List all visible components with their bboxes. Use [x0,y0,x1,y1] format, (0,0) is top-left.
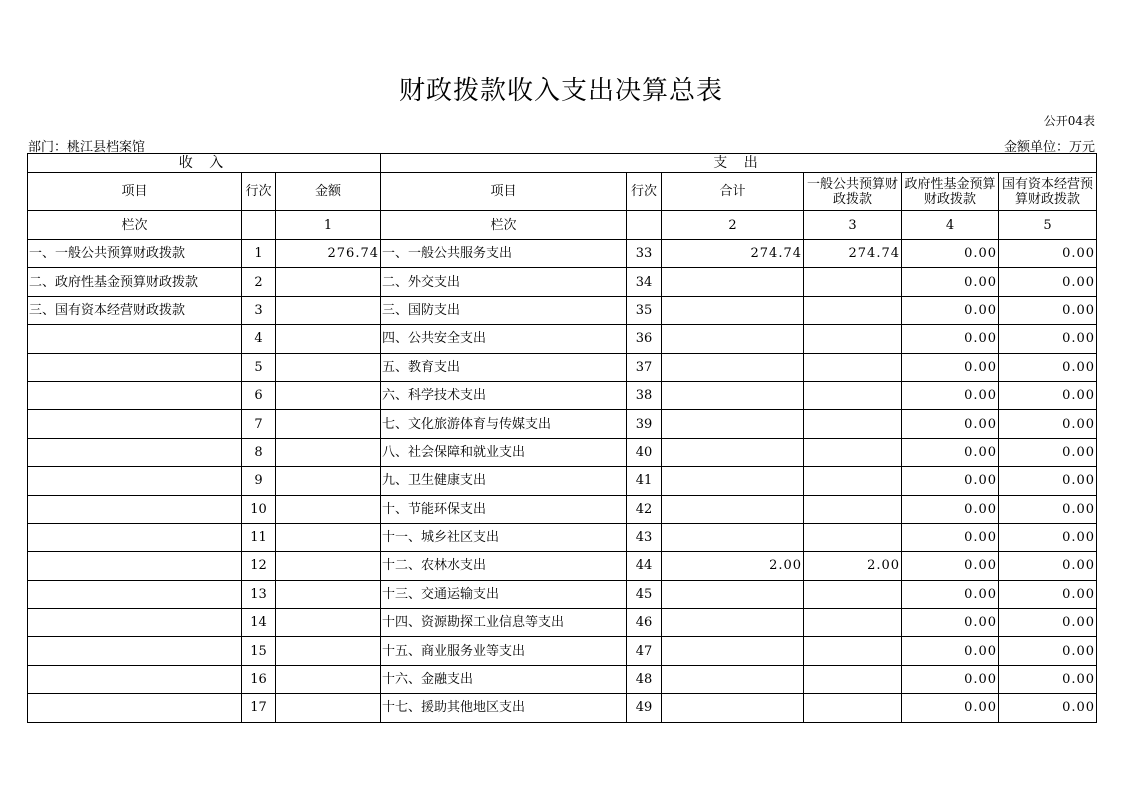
expense-line-cell: 37 [627,353,662,381]
income-column-label: 栏次 [28,211,242,240]
gov-fund-cell: 0.00 [902,467,999,495]
expense-line-cell: 38 [627,381,662,409]
column-number-2: 2 [662,211,804,240]
income-item-cell [28,353,242,381]
state-capital-cell: 0.00 [999,438,1097,466]
expense-line-cell: 36 [627,325,662,353]
gov-fund-cell: 0.00 [902,580,999,608]
income-amount-header: 金额 [276,173,381,211]
general-budget-cell [804,325,902,353]
expense-total-cell [662,353,804,381]
general-budget-cell [804,609,902,637]
state-capital-cell: 0.00 [999,637,1097,665]
expense-total-cell [662,325,804,353]
expense-item-cell: 六、科学技术支出 [381,381,627,409]
income-amount-cell [276,410,381,438]
income-amount-cell [276,353,381,381]
column-number-4: 4 [902,211,999,240]
income-amount-cell [276,694,381,722]
expense-item-cell: 三、国防支出 [381,296,627,324]
table-row [28,580,1097,608]
gov-fund-cell: 0.00 [902,268,999,296]
expense-line-cell: 40 [627,438,662,466]
income-line-header: 行次 [242,173,276,211]
expense-item-cell: 十四、资源勘探工业信息等支出 [381,609,627,637]
income-amount-cell [276,467,381,495]
state-capital-cell: 0.00 [999,268,1097,296]
table-row [28,240,1097,268]
state-capital-cell: 0.00 [999,353,1097,381]
expense-line-header: 行次 [627,173,662,211]
general-budget-cell [804,353,902,381]
income-line-cell: 7 [242,410,276,438]
income-item-cell [28,665,242,693]
income-amount-cell [276,580,381,608]
gov-fund-cell: 0.00 [902,381,999,409]
expense-line-cell: 47 [627,637,662,665]
expense-section-header: 支 出 [381,154,1097,173]
gov-fund-cell: 0.00 [902,552,999,580]
expense-item-cell: 十三、交通运输支出 [381,580,627,608]
income-line-cell: 6 [242,381,276,409]
income-item-cell [28,495,242,523]
income-line-cell: 17 [242,694,276,722]
general-budget-header: 一般公共预算财政拨款 [804,173,902,211]
state-capital-cell: 0.00 [999,467,1097,495]
income-line-cell: 5 [242,353,276,381]
income-line-cell: 16 [242,665,276,693]
expense-total-cell [662,410,804,438]
department-label: 部门：桃江县档案馆 [28,140,146,155]
income-line-cell: 2 [242,268,276,296]
income-amount-cell [276,268,381,296]
state-capital-cell: 0.00 [999,325,1097,353]
expense-item-cell: 八、社会保障和就业支出 [381,438,627,466]
expense-total-cell [662,438,804,466]
section-header-row [28,154,1097,173]
expense-item-cell: 一、一般公共服务支出 [381,240,627,268]
income-item-cell [28,467,242,495]
expense-line-cell: 35 [627,296,662,324]
income-item-cell [28,609,242,637]
income-line-cell: 12 [242,552,276,580]
general-budget-cell [804,296,902,324]
expense-line-cell: 45 [627,580,662,608]
expense-total-cell [662,381,804,409]
table-row [28,410,1097,438]
income-item-cell [28,580,242,608]
expense-line-cell: 44 [627,552,662,580]
expense-line-cell: 34 [627,268,662,296]
income-amount-cell [276,381,381,409]
income-item-cell [28,694,242,722]
income-amount-cell [276,609,381,637]
column-header-row [28,173,1097,211]
expense-total-cell [662,495,804,523]
table-row [28,296,1097,324]
general-budget-cell [804,438,902,466]
gov-fund-cell: 0.00 [902,410,999,438]
expense-item-cell: 十、节能环保支出 [381,495,627,523]
income-amount-cell [276,665,381,693]
income-item-cell [28,381,242,409]
expense-line-cell: 49 [627,694,662,722]
state-capital-header: 国有资本经营预算财政拨款 [999,173,1097,211]
expense-line-blank [627,211,662,240]
table-row [28,665,1097,693]
general-budget-cell [804,410,902,438]
expense-item-cell: 十七、援助其他地区支出 [381,694,627,722]
income-amount-cell [276,325,381,353]
expense-total-cell [662,268,804,296]
state-capital-cell: 0.00 [999,495,1097,523]
expense-item-cell: 十六、金融支出 [381,665,627,693]
general-budget-cell [804,467,902,495]
column-number-3: 3 [804,211,902,240]
gov-fund-cell: 0.00 [902,523,999,551]
table-row [28,381,1097,409]
general-budget-cell [804,665,902,693]
expense-item-cell: 五、教育支出 [381,353,627,381]
gov-fund-cell: 0.00 [902,325,999,353]
general-budget-cell [804,694,902,722]
general-budget-cell [804,580,902,608]
income-line-cell: 13 [242,580,276,608]
expense-item-cell: 二、外交支出 [381,268,627,296]
general-budget-cell [804,268,902,296]
expense-line-cell: 46 [627,609,662,637]
expense-item-cell: 七、文化旅游体育与传媒支出 [381,410,627,438]
income-item-cell [28,552,242,580]
gov-fund-cell: 0.00 [902,240,999,268]
gov-fund-cell: 0.00 [902,296,999,324]
income-item-cell: 一、一般公共预算财政拨款 [28,240,242,268]
budget-table [27,153,1097,723]
expense-total-cell [662,637,804,665]
expense-line-cell: 48 [627,665,662,693]
expense-line-cell: 39 [627,410,662,438]
page-title: 财政拨款收入支出决算总表 [398,76,723,106]
table-row [28,467,1097,495]
gov-fund-cell: 0.00 [902,665,999,693]
expense-total-cell [662,694,804,722]
income-amount-cell [276,438,381,466]
income-item-cell [28,325,242,353]
expense-item-cell: 十一、城乡社区支出 [381,523,627,551]
general-budget-cell [804,495,902,523]
income-line-cell: 10 [242,495,276,523]
expense-item-cell: 九、卫生健康支出 [381,467,627,495]
income-amount-cell [276,523,381,551]
expense-total-cell [662,467,804,495]
expense-total-header: 合计 [662,173,804,211]
income-amount-cell [276,495,381,523]
expense-item-header: 项目 [381,173,627,211]
expense-line-cell: 42 [627,495,662,523]
state-capital-cell: 0.00 [999,410,1097,438]
expense-line-cell: 33 [627,240,662,268]
income-line-cell: 8 [242,438,276,466]
income-item-cell [28,523,242,551]
income-amount-cell [276,552,381,580]
income-section-header: 收 入 [28,154,381,173]
expense-item-cell: 十二、农林水支出 [381,552,627,580]
expense-item-cell: 十五、商业服务业等支出 [381,637,627,665]
income-item-cell: 二、政府性基金预算财政拨款 [28,268,242,296]
table-row [28,325,1097,353]
income-line-blank [242,211,276,240]
state-capital-cell: 0.00 [999,665,1097,693]
expense-total-cell [662,609,804,637]
expense-total-cell [662,665,804,693]
expense-item-cell: 四、公共安全支出 [381,325,627,353]
column-number-5: 5 [999,211,1097,240]
state-capital-cell: 0.00 [999,240,1097,268]
expense-total-cell [662,580,804,608]
general-budget-cell [804,381,902,409]
expense-total-cell [662,523,804,551]
income-item-cell [28,438,242,466]
state-capital-cell: 0.00 [999,609,1097,637]
table-row [28,268,1097,296]
table-row [28,694,1097,722]
column-number-1: 1 [276,211,381,240]
income-line-cell: 15 [242,637,276,665]
gov-fund-header: 政府性基金预算财政拨款 [902,173,999,211]
expense-total-cell: 2.00 [662,552,804,580]
state-capital-cell: 0.00 [999,523,1097,551]
expense-line-cell: 43 [627,523,662,551]
table-row [28,552,1097,580]
table-row [28,523,1097,551]
general-budget-cell: 2.00 [804,552,902,580]
table-row [28,637,1097,665]
income-line-cell: 3 [242,296,276,324]
income-amount-cell [276,296,381,324]
gov-fund-cell: 0.00 [902,353,999,381]
general-budget-cell: 274.74 [804,240,902,268]
income-item-cell [28,637,242,665]
income-item-cell: 三、国有资本经营财政拨款 [28,296,242,324]
general-budget-cell [804,637,902,665]
table-row [28,495,1097,523]
expense-line-cell: 41 [627,467,662,495]
income-amount-cell [276,637,381,665]
income-line-cell: 4 [242,325,276,353]
gov-fund-cell: 0.00 [902,438,999,466]
state-capital-cell: 0.00 [999,580,1097,608]
income-line-cell: 9 [242,467,276,495]
state-capital-cell: 0.00 [999,694,1097,722]
gov-fund-cell: 0.00 [902,637,999,665]
income-amount-cell: 276.74 [276,240,381,268]
table-row [28,438,1097,466]
general-budget-cell [804,523,902,551]
state-capital-cell: 0.00 [999,381,1097,409]
table-row [28,609,1097,637]
income-item-cell [28,410,242,438]
state-capital-cell: 0.00 [999,296,1097,324]
income-line-cell: 1 [242,240,276,268]
income-line-cell: 11 [242,523,276,551]
gov-fund-cell: 0.00 [902,694,999,722]
expense-column-label: 栏次 [381,211,627,240]
expense-total-cell [662,296,804,324]
gov-fund-cell: 0.00 [902,609,999,637]
table-row [28,353,1097,381]
form-number: 公开04表 [1043,114,1095,128]
income-item-header: 项目 [28,173,242,211]
gov-fund-cell: 0.00 [902,495,999,523]
unit-label: 金额单位：万元 [1003,140,1095,155]
column-number-row [28,211,1097,240]
state-capital-cell: 0.00 [999,552,1097,580]
expense-total-cell: 274.74 [662,240,804,268]
income-line-cell: 14 [242,609,276,637]
